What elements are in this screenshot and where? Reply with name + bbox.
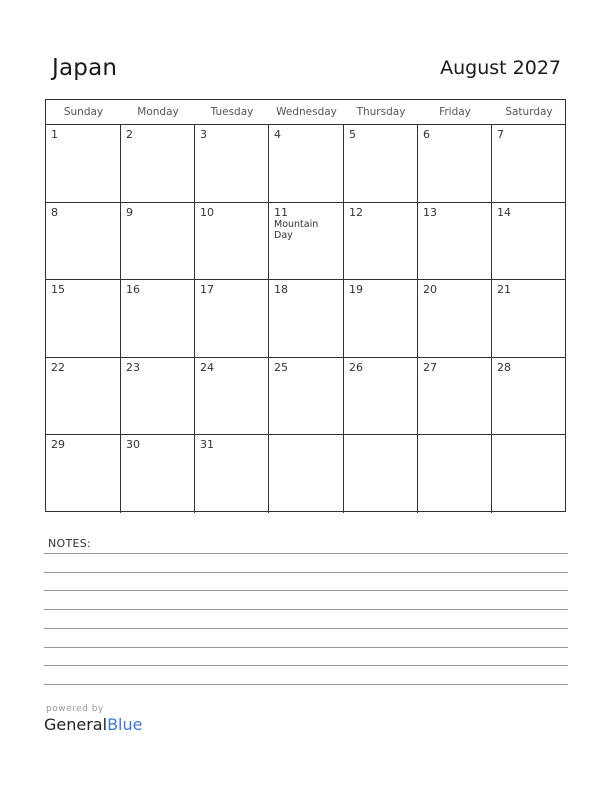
day-cell [418, 280, 492, 358]
day-cell [492, 435, 566, 513]
day-cell [121, 435, 195, 513]
note-line [44, 647, 568, 648]
day-number: 9 [126, 205, 133, 219]
day-cell [269, 358, 344, 436]
day-cell [46, 125, 121, 203]
day-cell [195, 125, 269, 203]
brand-general-text: General [44, 715, 108, 734]
calendar-grid [45, 99, 566, 512]
day-number: 13 [423, 205, 437, 219]
day-number: 6 [423, 128, 430, 141]
day-cell [344, 358, 418, 436]
day-number: 19 [349, 283, 363, 297]
day-number: 26 [349, 360, 363, 374]
day-cell [344, 125, 418, 203]
day-grid [46, 125, 565, 513]
note-line [44, 609, 568, 610]
day-number: 23 [126, 360, 140, 374]
day-cell [344, 280, 418, 358]
day-number: 1 [51, 128, 58, 141]
weekday-thursday: Thursday [356, 106, 406, 118]
day-number: 16 [126, 283, 140, 297]
day-number: 27 [423, 360, 437, 374]
day-number: 5 [349, 128, 356, 141]
day-cell [195, 280, 269, 358]
powered-by-text: powered by [46, 704, 104, 714]
weekday-monday: Monday [137, 106, 179, 118]
day-number: 14 [497, 205, 511, 219]
day-cell [492, 358, 566, 436]
day-cell [269, 435, 344, 513]
day-cell [46, 280, 121, 358]
day-cell [46, 358, 121, 436]
day-number: 28 [497, 360, 511, 374]
day-cell [269, 203, 344, 281]
note-line [44, 590, 568, 591]
day-cell [269, 280, 344, 358]
day-cell [492, 203, 566, 281]
day-cell [269, 125, 344, 203]
day-number: 15 [51, 283, 65, 297]
day-number: 3 [200, 128, 207, 141]
note-line [44, 628, 568, 629]
day-number: 29 [51, 438, 65, 452]
day-cell [121, 358, 195, 436]
day-number: 8 [51, 205, 58, 219]
day-cell [492, 125, 566, 203]
day-cell [418, 358, 492, 436]
day-cell [46, 435, 121, 513]
day-cell [418, 203, 492, 281]
brand-name [44, 715, 142, 734]
brand-logo [44, 704, 142, 734]
note-line [44, 684, 568, 685]
day-number: 4 [274, 128, 281, 141]
day-number: 11 [274, 205, 288, 219]
day-number: 10 [200, 205, 214, 219]
note-line [44, 665, 568, 666]
weekday-friday: Friday [439, 106, 471, 118]
weekday-wednesday: Wednesday [276, 106, 337, 118]
day-cell [344, 203, 418, 281]
day-cell [195, 435, 269, 513]
country-title: Japan [52, 55, 118, 81]
day-cell [195, 358, 269, 436]
day-number: 21 [497, 283, 511, 297]
note-line [44, 572, 568, 573]
day-cell [418, 125, 492, 203]
day-cell [46, 203, 121, 281]
notes-label: NOTES: [48, 537, 92, 550]
day-cell [344, 435, 418, 513]
weekday-tuesday: Tuesday [210, 106, 254, 118]
holiday-label: Mountain Day [274, 218, 319, 241]
day-number: 22 [51, 360, 65, 374]
day-cell [195, 203, 269, 281]
day-number: 2 [126, 128, 133, 141]
day-number: 7 [497, 128, 504, 141]
day-number: 17 [200, 283, 214, 297]
day-cell [121, 203, 195, 281]
brand-blue-text: Blue [107, 715, 143, 734]
day-cell [418, 435, 492, 513]
day-number: 24 [200, 360, 214, 374]
weekday-sunday: Sunday [63, 106, 104, 118]
weekday-header-row [46, 100, 565, 125]
day-number: 12 [349, 205, 363, 219]
day-cell [492, 280, 566, 358]
day-number: 25 [274, 360, 288, 374]
note-line [44, 553, 568, 554]
day-number: 18 [274, 283, 288, 297]
weekday-saturday: Saturday [505, 106, 553, 118]
day-cell [121, 125, 195, 203]
month-title: August 2027 [440, 57, 561, 79]
day-number: 31 [200, 438, 214, 452]
day-cell [121, 280, 195, 358]
day-number: 20 [423, 283, 437, 297]
day-number: 30 [126, 438, 140, 452]
